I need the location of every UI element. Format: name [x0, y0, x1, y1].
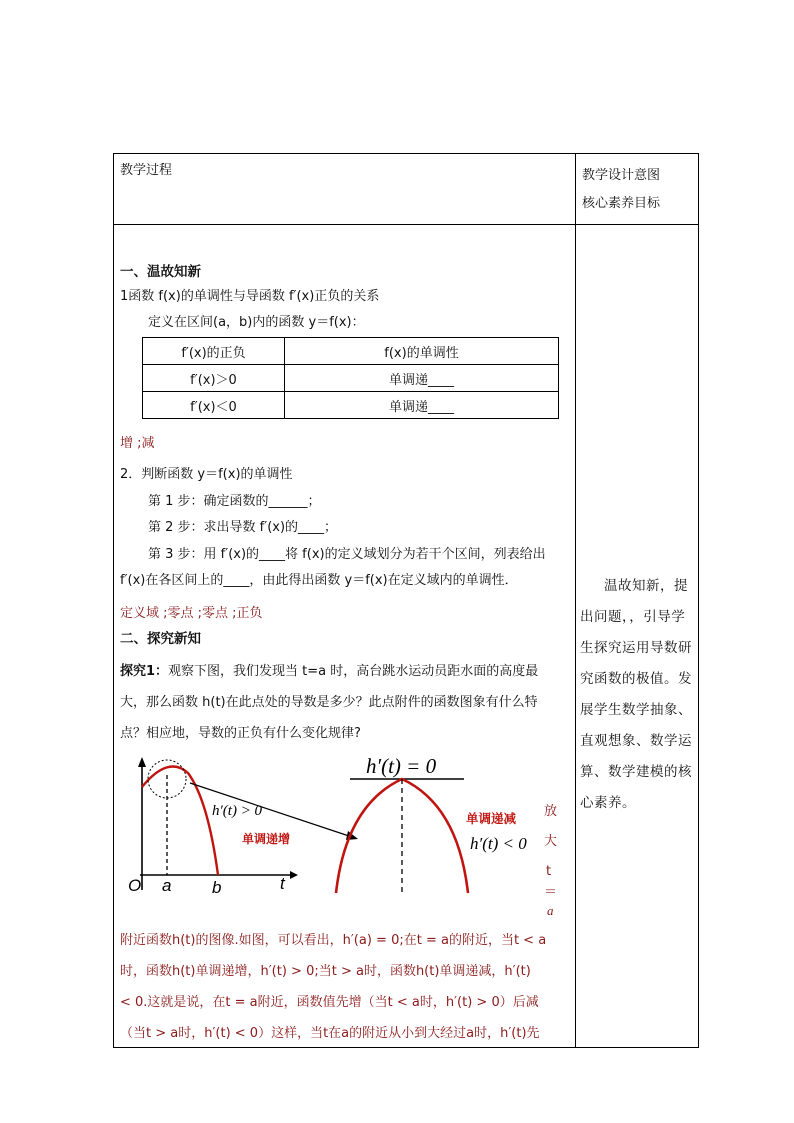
- right-top-label: h′(t) = 0: [366, 754, 437, 778]
- derivative-sign-table: [142, 337, 559, 419]
- table-header-cell: f′(x)的正负: [143, 338, 285, 365]
- step-1: 第 1 步：确定函数的______；: [148, 494, 321, 509]
- side-note-4: ＝: [544, 885, 558, 900]
- header-right-line2: 核心素养目标: [582, 196, 661, 211]
- section1-heading: 一、温故知新: [120, 264, 201, 280]
- table-row: [143, 392, 559, 419]
- diving-figure: [120, 745, 572, 905]
- axis-t-label: t: [280, 874, 285, 893]
- table-row: [143, 338, 559, 365]
- table-header-cell: f(x)的单调性: [285, 338, 559, 365]
- header-right-line1: 教学设计意图: [582, 168, 661, 183]
- side-note-1: 放: [544, 804, 558, 819]
- table-cell: 单调递____: [285, 365, 559, 392]
- explore-text-1: 观察下图，我们发现当 t=a 时，高台跳水运动员距水面的高度最: [168, 664, 539, 679]
- side-intent-text: [580, 571, 692, 819]
- side-note-2: 大: [544, 834, 558, 849]
- table-row: [143, 365, 559, 392]
- section1-item2: 2．判断函数 y＝f(x)的单调性: [120, 467, 293, 482]
- table-cell: f′(x)＞0: [143, 365, 285, 392]
- left-derivative-label: h′(t) > 0: [212, 803, 263, 819]
- header-left-title: 教学过程: [120, 163, 173, 178]
- section1-item1: 1函数 f(x)的单调性与导函数 f′(x)正负的关系: [120, 289, 380, 304]
- side-note-5: a: [547, 903, 554, 918]
- left-mono-label: 单调递增: [242, 832, 291, 846]
- header-teaching-process: [114, 154, 576, 225]
- right-mono-label: 单调递减: [466, 811, 517, 826]
- step-2: 第 2 步：求出导数 f′(x)的____；: [148, 520, 338, 535]
- explanation-line-4: （当t > a时，h′(t) < 0）这样，当t在a的附近从小到大经过a时，h′(t)先: [120, 1026, 540, 1041]
- explanation-line-2: 时，函数h(t)单调递增，h′(t) > 0;当t > a时，函数h(t)单调递减，h′(t): [120, 964, 531, 979]
- side-intent-cell: [576, 225, 699, 1048]
- section1-item1-def: 定义在区间(a，b)内的函数 y＝f(x)：: [148, 315, 365, 330]
- explanation-line-1: 附近函数h(t)的图像.如图，可以看出，h′(a) = 0;在t = a的附近，当t < a: [120, 933, 547, 948]
- right-derivative-label: h′(t) < 0: [470, 834, 527, 853]
- side-note-3: t: [546, 864, 552, 879]
- answer-2: 定义域 ;零点 ;零点 ;正负: [120, 606, 263, 621]
- step-3-line-b: f′(x)在各区间上的____，由此得出函数 y＝f(x)在定义域内的单调性．: [120, 573, 518, 588]
- side-intent-body: 温故知新，提出问题，，引导学生探究运用导数研究函数的极值。发展学生数学抽象、直观想象、数学运算、数学建模的核心素养。: [580, 578, 692, 811]
- section2-heading: 二、探究新知: [120, 631, 201, 647]
- explore-label: 探究1：: [120, 664, 169, 679]
- main-content-cell: [114, 225, 576, 1048]
- left-curve: [142, 767, 218, 875]
- left-x-arrow-icon: [290, 871, 298, 879]
- header-design-intent: [576, 154, 699, 225]
- left-y-arrow-icon: [138, 757, 146, 767]
- explore-text-2: 大，那么函数 h(t)在此点处的导数是多少？此点附件的函数图象有什么特: [120, 695, 538, 710]
- origin-label: O: [128, 876, 142, 895]
- x-b-label: b: [212, 878, 222, 897]
- lesson-plan-table: [113, 153, 699, 1048]
- explore-text-3: 点？相应地，导数的正负有什么变化规律?: [120, 726, 361, 741]
- step-3-line-a: 第 3 步：用 f′(x)的____将 f(x)的定义域划分为若干个区间，列表给出: [148, 547, 546, 562]
- table-cell: 单调递____: [285, 392, 559, 419]
- explanation-line-3: < 0.这就是说，在t = a附近，函数值先增（当t < a时，h′(t) > 0）后减: [120, 995, 539, 1010]
- x-a-label: a: [162, 876, 172, 895]
- answer-1: 增 ;减: [120, 436, 155, 451]
- table-cell: f′(x)＜0: [143, 392, 285, 419]
